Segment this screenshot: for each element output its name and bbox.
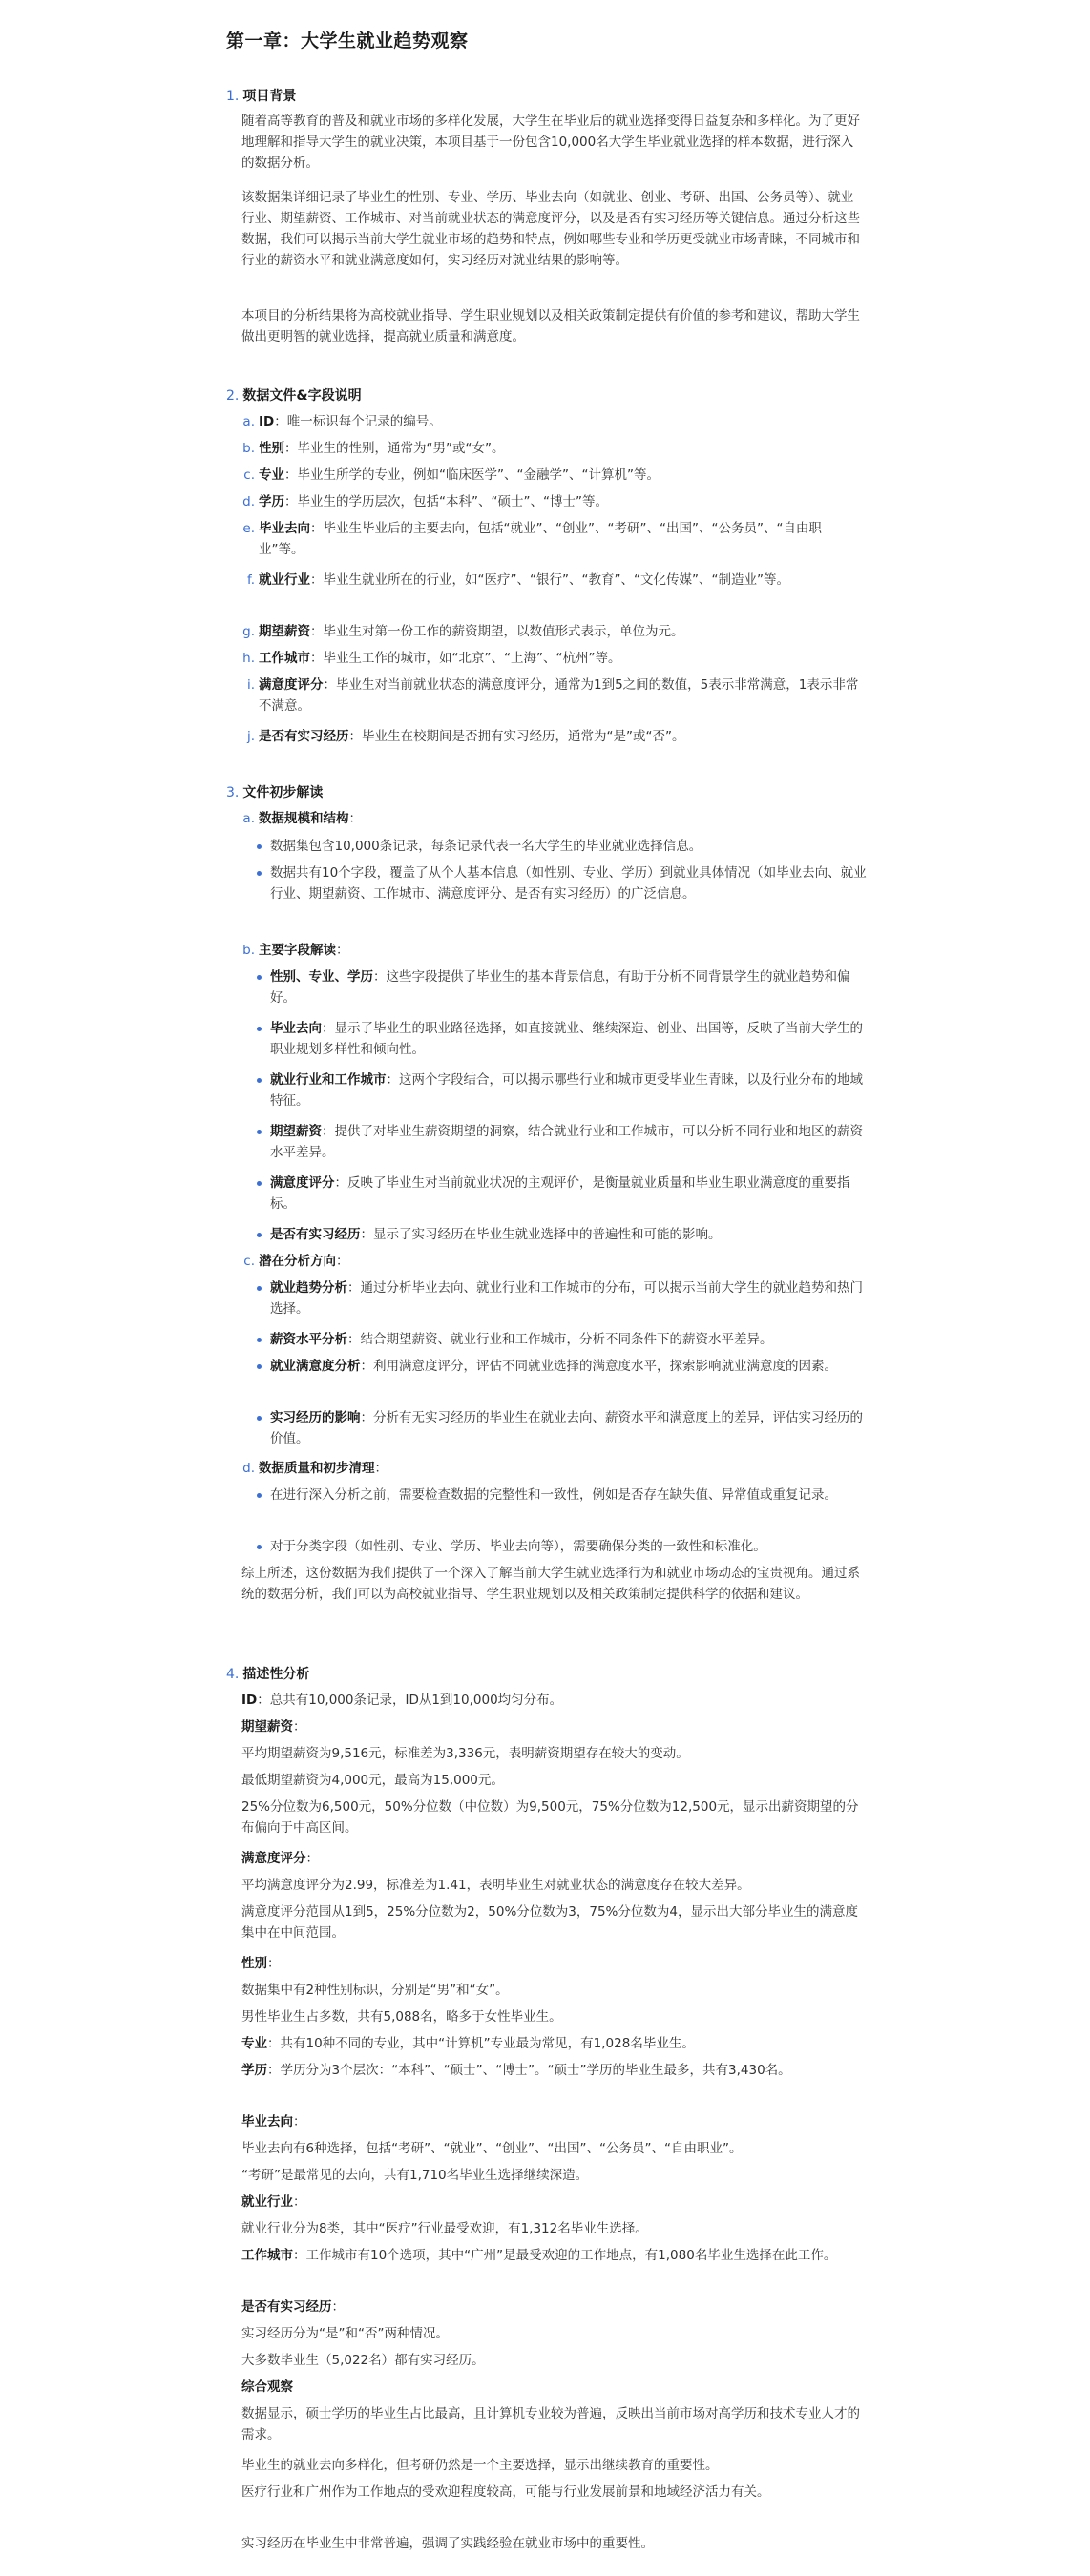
stat-text: ：共有10种不同的专业，其中“计算机”专业最为常见，有1,028名毕业生。 — [267, 2036, 695, 2051]
section-title: 数据文件&字段说明 — [242, 388, 362, 404]
field-item — [241, 491, 864, 512]
stat-line: 实习经历在毕业生中非常普遍，强调了实践经验在就业市场中的重要性。 — [241, 2536, 654, 2551]
bullet-text: 在进行深入分析之前，需要检查数据的完整性和一致性，例如是否存在缺失值、异常值或重复记录。 — [270, 1487, 837, 1503]
bullet-dot — [257, 1493, 262, 1498]
stat-key: 期望薪资 — [241, 1719, 293, 1735]
colon: ： — [305, 1851, 319, 1866]
list-letter: a. — [242, 811, 255, 826]
section-number: 1. — [226, 89, 240, 104]
list-letter: f. — [246, 572, 255, 588]
bullet-text: 数据共有10个字段，覆盖了从个人基本信息（如性别、专业、学历）到就业具体情况（如毕业去向、就业行业、期望薪资、工作城市、满意度评分、是否有实习经历）的广泛信息。 — [270, 865, 867, 902]
bullet-item — [270, 862, 871, 904]
stat-heading-gender — [241, 1953, 864, 1974]
bullet-text: 对于分类字段（如性别、专业、学历、毕业去向等），需要确保分类的一致性和标准化。 — [270, 1539, 766, 1554]
stat-line: 平均期望薪资为9,516元，标准差为3,336元，表明薪资期望存在较大的变动。 — [241, 1746, 689, 1761]
colon: ： — [374, 1461, 388, 1476]
bullet-item — [270, 836, 871, 857]
bullet-item — [270, 1070, 871, 1111]
stat-heading-internship — [241, 2296, 864, 2317]
section-title: 项目背景 — [242, 89, 297, 104]
stat-key: 专业 — [241, 2036, 267, 2051]
field-item — [241, 675, 864, 717]
field-key: ID — [259, 414, 275, 429]
stat-heading-observation — [241, 2377, 864, 2398]
stat-line: 实习经历分为“是”和“否”两种情况。 — [241, 2326, 449, 2341]
field-key: 是否有实习经历 — [259, 729, 349, 744]
bullet-item — [270, 1278, 871, 1319]
stat-text: ：学历分为3个层次：“本科”、“硕士”、“博士”。“硕士”学历的毕业生最多，共有3,430名。 — [267, 2063, 791, 2078]
field-item — [241, 621, 864, 642]
bullet-text: 数据集包含10,000条记录，每条记录代表一名大学生的毕业就业选择信息。 — [270, 839, 702, 854]
colon: ： — [331, 2299, 345, 2315]
stat-major — [241, 2033, 864, 2054]
stat-line: 医疗行业和广州作为工作地点的受欢迎程度较高，可能与行业发展前景和地域经济活力有关。 — [241, 2484, 770, 2500]
sub-heading-text: 主要字段解读 — [259, 943, 336, 958]
bullet-item — [270, 1356, 871, 1377]
stat-key: 学历 — [241, 2063, 267, 2078]
colon: ： — [348, 811, 362, 826]
stat-text: ：工作城市有10个选项，其中“广州”是最受欢迎的工作地点，有1,080名毕业生选择在此工作。 — [293, 2248, 837, 2263]
field-desc: ：毕业生工作的城市，如“北京”、“上海”、“杭州”等。 — [310, 651, 621, 666]
bullet-dot — [257, 1416, 262, 1421]
bullet-key: 期望薪资 — [270, 1124, 322, 1139]
stat-heading-industry — [241, 2192, 864, 2212]
section-number: 2. — [226, 388, 240, 404]
field-desc: ：毕业生就业所在的行业，如“医疗”、“银行”、“教育”、“文化传媒”、“制造业”等。 — [310, 572, 789, 588]
field-item — [241, 570, 864, 591]
stat-line: 25%分位数为6,500元，50%分位数（中位数）为9,500元，75%分位数为12,500元，显示出薪资期望的分布偏向于中高区间。 — [241, 1799, 859, 1836]
bullet-text: ：显示了实习经历在毕业生就业选择中的普遍性和可能的影响。 — [360, 1227, 722, 1242]
field-key: 性别 — [259, 441, 284, 456]
stat-heading-destination — [241, 2111, 864, 2132]
bullet-dot — [257, 1078, 262, 1083]
chapter-title: 第一章：大学生就业趋势观察 — [226, 31, 469, 52]
bullet-text: ：利用满意度评分，评估不同就业选择的满意度水平，探索影响就业满意度的因素。 — [360, 1359, 837, 1374]
field-item — [241, 726, 864, 747]
bullet-item — [270, 1018, 871, 1060]
bullet-item — [270, 1485, 871, 1506]
colon: ： — [336, 943, 349, 958]
stat-heading-salary — [241, 1716, 864, 1737]
field-item — [241, 411, 864, 432]
bullet-key: 实习经历的影响 — [270, 1410, 361, 1425]
bullet-key: 满意度评分 — [270, 1175, 335, 1191]
paragraph-background-2: 该数据集详细记录了毕业生的性别、专业、学历、毕业去向（如就业、创业、考研、出国、公务员等）、就业行业、期望薪资、工作城市、对当前就业状态的满意度评分，以及是否有实习经历等关键信息。通过分析这些数据，我们可以揭示当前大学生就业市场的趋势和特点，例如哪些专业和学历更受就业市场青睐，不同城市和行业的薪资水平和就业满意度如何，实习经历对就业结果的影响等。 — [241, 190, 860, 268]
stat-key: 毕业去向 — [241, 2114, 293, 2129]
bullet-text: ：这两个字段结合，可以揭示哪些行业和城市更受毕业生青睐，以及行业分布的地域特征。 — [270, 1072, 863, 1109]
bullet-key: 就业行业和工作城市 — [270, 1072, 387, 1088]
sub-heading — [241, 1251, 864, 1272]
sub-heading-text: 数据规模和结构 — [259, 811, 349, 826]
field-key: 满意度评分 — [259, 677, 324, 693]
stat-key: 满意度评分 — [241, 1851, 306, 1866]
stat-line: “考研”是最常见的去向，共有1,710名毕业生选择继续深造。 — [241, 2168, 589, 2183]
stat-key: ID — [241, 1693, 258, 1708]
field-desc: ：毕业生所学的专业，例如“临床医学”、“金融学”、“计算机”等。 — [284, 467, 660, 483]
bullet-dot — [257, 1181, 262, 1186]
stat-line: 毕业去向有6种选择，包括“考研”、“就业”、“创业”、“出国”、“公务员”、“自由职业”。 — [241, 2141, 743, 2156]
stat-line: 男性毕业生占多数，共有5,088名，略多于女性毕业生。 — [241, 2009, 562, 2025]
bullet-text: ：反映了毕业生对当前就业状况的主观评价，是衡量就业质量和毕业生职业满意度的重要指标。 — [270, 1175, 850, 1212]
bullet-item — [270, 1173, 871, 1215]
list-letter: a. — [242, 414, 255, 429]
bullet-dot — [257, 1027, 262, 1031]
bullet-dot — [257, 975, 262, 980]
bullet-item — [270, 1407, 871, 1449]
list-letter: e. — [242, 521, 255, 536]
colon: ： — [293, 2114, 306, 2129]
bullet-dot — [257, 871, 262, 876]
field-desc: ：毕业生的学历层次，包括“本科”、“硕士”、“博士”等。 — [284, 494, 608, 509]
bullet-key: 性别、专业、学历 — [270, 969, 373, 985]
sub-heading-text: 潜在分析方向 — [259, 1254, 336, 1269]
bullet-dot — [257, 1364, 262, 1369]
section-number: 4. — [226, 1667, 240, 1682]
stat-key: 就业行业 — [241, 2194, 293, 2210]
bullet-text: ：通过分析毕业去向、就业行业和工作城市的分布，可以揭示当前大学生的就业趋势和热门选择。 — [270, 1280, 863, 1317]
bullet-item — [270, 1536, 871, 1557]
field-key: 工作城市 — [259, 651, 310, 666]
bullet-key: 就业趋势分析 — [270, 1280, 347, 1296]
colon: ： — [293, 2194, 306, 2210]
list-letter: h. — [242, 651, 255, 666]
bullet-item — [270, 1121, 871, 1163]
list-letter: j. — [246, 729, 255, 744]
bullet-dot — [257, 1286, 262, 1291]
list-letter: c. — [243, 1254, 255, 1269]
section-heading-background — [226, 86, 296, 105]
stat-city — [241, 2245, 864, 2266]
field-item — [241, 438, 864, 459]
field-desc: ：唯一标识每个记录的编号。 — [274, 414, 442, 429]
stat-line: 就业行业分为8类，其中“医疗”行业最受欢迎，有1,312名毕业生选择。 — [241, 2221, 648, 2236]
bullet-text: ：显示了毕业生的职业路径选择，如直接就业、继续深造、创业、出国等，反映了当前大学生的职业规划多样性和倾向性。 — [270, 1021, 863, 1057]
stat-education — [241, 2060, 864, 2081]
bullet-item — [270, 966, 871, 1008]
bullet-key: 薪资水平分析 — [270, 1332, 347, 1347]
colon: ： — [336, 1254, 349, 1269]
field-item — [241, 465, 864, 486]
stat-line: 数据集中有2种性别标识，分别是“男”和“女”。 — [241, 1983, 509, 1998]
bullet-key: 是否有实习经历 — [270, 1227, 361, 1242]
field-key: 毕业去向 — [259, 521, 310, 536]
field-item — [241, 648, 864, 669]
stat-key: 性别 — [241, 1956, 267, 1971]
section-heading-descriptive — [226, 1664, 309, 1683]
bullet-item — [270, 1224, 871, 1245]
bullet-text: ：提供了对毕业生薪资期望的洞察，结合就业行业和工作城市，可以分析不同行业和地区的薪资水平差异。 — [270, 1124, 863, 1160]
colon: ： — [293, 1719, 306, 1735]
bullet-key: 毕业去向 — [270, 1021, 322, 1036]
sub-heading — [241, 808, 864, 829]
bullet-dot — [257, 844, 262, 849]
field-desc: ：毕业生的性别，通常为“男”或“女”。 — [284, 441, 505, 456]
field-key: 期望薪资 — [259, 624, 310, 639]
bullet-text: ：这些字段提供了毕业生的基本背景信息，有助于分析不同背景学生的就业趋势和偏好。 — [270, 969, 850, 1006]
stat-line: 数据显示，硕士学历的毕业生占比最高，且计算机专业较为普遍，反映出当前市场对高学历和技术专业人才的需求。 — [241, 2406, 860, 2442]
field-item — [241, 518, 864, 560]
bullet-dot — [257, 1130, 262, 1134]
paragraph-background-1: 随着高等教育的普及和就业市场的多样化发展，大学生在毕业后的就业选择变得日益复杂和多样化。为了更好地理解和指导大学生的就业决策，本项目基于一份包含10,000名大学生毕业就业选择的样本数据，进行深入的数据分析。 — [241, 114, 860, 171]
stat-heading-satisfaction — [241, 1848, 864, 1869]
paragraph-background-3: 本项目的分析结果将为高校就业指导、学生职业规划以及相关政策制定提供有价值的参考和建议，帮助大学生做出更明智的就业选择，提高就业质量和满意度。 — [241, 308, 860, 344]
stat-id — [241, 1690, 864, 1711]
bullet-text: ：结合期望薪资、就业行业和工作城市，分析不同条件下的薪资水平差异。 — [347, 1332, 773, 1347]
bullet-text: ：分析有无实习经历的毕业生在就业去向、薪资水平和满意度上的差异，评估实习经历的价值。 — [270, 1410, 863, 1446]
field-desc: ：毕业生对当前就业状态的满意度评分，通常为1到5之间的数值，5表示非常满意，1表示非常不满意。 — [259, 677, 859, 714]
list-letter: g. — [242, 624, 255, 639]
list-letter: i. — [246, 677, 255, 693]
stat-line: 大多数毕业生（5,022名）都有实习经历。 — [241, 2353, 485, 2368]
sub-heading — [241, 1458, 864, 1479]
sub-heading-text: 数据质量和初步清理 — [259, 1461, 375, 1476]
field-desc: ：毕业生毕业后的主要去向，包括“就业”、“创业”、“考研”、“出国”、“公务员”、“自由职业”等。 — [259, 521, 822, 557]
bullet-dot — [257, 1233, 262, 1237]
section-title: 描述性分析 — [242, 1667, 310, 1682]
field-key: 就业行业 — [259, 572, 310, 588]
section-heading-fields — [226, 385, 362, 405]
stat-key: 是否有实习经历 — [241, 2299, 332, 2315]
list-letter: d. — [242, 494, 255, 509]
stat-text: ：总共有10,000条记录，ID从1到10,000均匀分布。 — [257, 1693, 563, 1708]
bullet-dot — [257, 1338, 262, 1342]
field-desc: ：毕业生在校期间是否拥有实习经历，通常为“是”或“否”。 — [348, 729, 685, 744]
list-letter: c. — [243, 467, 255, 483]
section-heading-initial-reading — [226, 782, 323, 801]
stat-line: 平均满意度评分为2.99，标准差为1.41，表明毕业生对就业状态的满意度存在较大差异。 — [241, 1878, 750, 1893]
list-letter: b. — [242, 441, 255, 456]
field-desc: ：毕业生对第一份工作的薪资期望，以数值形式表示，单位为元。 — [310, 624, 684, 639]
field-key: 专业 — [259, 467, 284, 483]
stat-key: 综合观察 — [241, 2379, 293, 2395]
field-key: 学历 — [259, 494, 284, 509]
sub-heading — [241, 940, 864, 961]
summary-paragraph: 综上所述，这份数据为我们提供了一个深入了解当前大学生就业选择行为和就业市场动态的宝贵视角。通过系统的数据分析，我们可以为高校就业指导、学生职业规划以及相关政策制定提供科学的依据和建议。 — [241, 1566, 860, 1602]
bullet-dot — [257, 1545, 262, 1549]
bullet-item — [270, 1329, 871, 1350]
stat-key: 工作城市 — [241, 2248, 293, 2263]
stat-line: 毕业生的就业去向多样化，但考研仍然是一个主要选择，显示出继续教育的重要性。 — [241, 2458, 719, 2473]
colon: ： — [267, 1956, 281, 1971]
section-number: 3. — [226, 785, 240, 800]
bullet-key: 就业满意度分析 — [270, 1359, 361, 1374]
list-letter: d. — [242, 1461, 255, 1476]
list-letter: b. — [242, 943, 255, 958]
section-title: 文件初步解读 — [242, 785, 324, 800]
stat-line: 最低期望薪资为4,000元，最高为15,000元。 — [241, 1773, 504, 1788]
stat-line: 满意度评分范围从1到5，25%分位数为2，50%分位数为3，75%分位数为4，显示出大部分毕业生的满意度集中在中间范围。 — [241, 1904, 858, 1941]
